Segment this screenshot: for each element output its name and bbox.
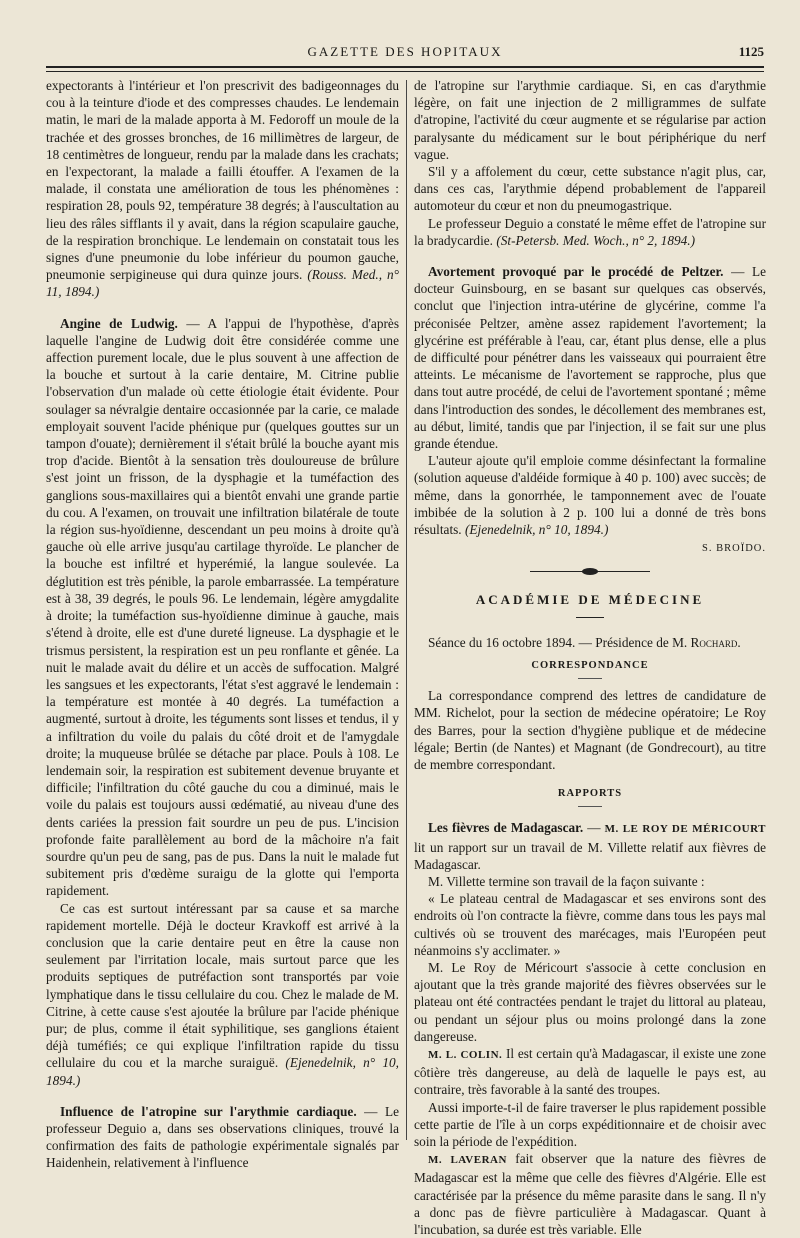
paragraph	[414, 959, 766, 1045]
paragraph	[414, 215, 766, 249]
speaker-name: M. L. COLIN.	[428, 1048, 503, 1061]
page-header	[46, 44, 764, 64]
paragraph	[414, 163, 766, 215]
paragraph	[46, 900, 399, 1089]
source-citation: (Ejenedelnik, n° 10, 1894.)	[464, 522, 609, 538]
paragraph	[414, 873, 766, 890]
paragraph-text: Ce cas est surtout intéressant par sa cause et sa marche rapidement mortelle. Déjà le docteur Kravkoff est arrivé à la conclusion que la carie dentaire peut en être la cause non seulement par l'irritation locale, mais surtout parce que les produits septiques de putréfaction sont transportés par voie lymphatique dans le tissu cellulaire du cou. Chez le malade de M. Citrine, à cette cause s'est ajoutée la brûlure par l'acide phénique pur; de plus, comme il était syphilitique, ses ganglions étaient déjà tuméfiés; ce qui explique l'infiltration rapide du tissu cellulaire du cou et la marche suraiguë.	[46, 900, 399, 1071]
paragraph-text: Il est certain qu'à Madagascar, il existe une zone côtière très dangereuse, au delà de laquelle le pays est, au contraire, très favorable à la santé des troupes.	[414, 1045, 766, 1098]
subsection-rule	[578, 806, 602, 807]
left-column	[46, 77, 399, 1171]
section-title: ACADÉMIE DE MÉDECINE	[475, 592, 705, 608]
paragraph	[414, 890, 766, 959]
subsection-heading: RAPPORTS	[557, 788, 623, 800]
right-column	[414, 77, 766, 1237]
journal-title: GAZETTE DES HOPITAUX	[307, 44, 503, 59]
paragraph-text: fait observer que la nature des fièvres de Madagascar est la même que celle des fièvres d'Algérie. Elle est caractérisée par la présence du même parasite dans le sang. Il n'y a donc pas de fièvre particulière à Madagascar. Quant à l'incubation, sa durée est très variable. Elle	[414, 1151, 766, 1237]
paragraph-text: L'auteur ajoute qu'il emploie comme désinfectant la formaline (solution aqueuse d'aldéide formique à 40 p. 100) avec succès; de même, dans la gonorrhée, le tamponnement avec de l'ouate imbibée de la solution à 2 p. 100 lui a donné de très bons résultats.	[414, 453, 766, 538]
paragraph	[414, 1150, 766, 1238]
column-divider	[406, 80, 407, 1140]
paragraph-text: lit un rapport sur un travail de M. Villette relatif aux fièvres de Madagascar.	[414, 839, 766, 872]
paragraph-text: Le professeur Deguio a constaté le même effet de l'atropine sur la bradycardie.	[414, 215, 766, 248]
section-rule	[576, 617, 604, 618]
author-signature: S. BROÏDO.	[702, 543, 766, 555]
article-title: Avortement provoqué par le procédé de Peltzer.	[428, 264, 724, 280]
ornament-dot	[582, 568, 598, 575]
paragraph-text: M. Le Roy de Méricourt s'associe à cette conclusion en ajoutant que la très grande majorité des fièvres observées sur le plateau ont été contractées pendant le trajet du littoral au plateau, ou pendant un séjour plus ou moins prolongé dans la zone dangereuse.	[414, 959, 766, 1044]
article-angine	[46, 315, 399, 900]
article-title: Angine de Ludwig.	[60, 315, 178, 331]
paragraph-text: — Le docteur Guinsbourg, en se basant sur quelques cas observés, conclut que l'injection intra-utérine de glycérine, comme l'a préconisée Peltzer, amène assez rapidement l'avortement; la glycérine est préférable à l'eau, car, étant plus dense, elle a plus de difficulté pour pénétrer dans les vaisseaux qui pourraient être atteints. Le mécanisme de l'avortement se rapproche, plus que dans tout autre procédé, de celui de l'avortement spontané ; même dans l'introduction des sondes, le décollement des membranes est, au début, limité, tandis que par l'injection, il se fait sur une plus grande étendue.	[414, 264, 766, 452]
session-text: Séance du 16 octobre 1894. — Présidence de M.	[428, 634, 691, 650]
subsection-heading: CORRESPONDANCE	[531, 659, 649, 671]
paragraph	[414, 77, 766, 163]
dash: —	[583, 820, 605, 836]
session-line	[414, 634, 766, 651]
source-citation: (St-Petersb. Med. Woch., n° 2, 1894.)	[496, 232, 696, 248]
paragraph	[414, 452, 766, 538]
paragraph	[414, 687, 766, 773]
speaker-name: M. LAVERAN	[428, 1154, 507, 1167]
paragraph-text: M. Villette termine son travail de la façon suivante :	[428, 873, 705, 889]
paragraph-text: — A l'appui de l'hypothèse, d'après laquelle l'angine de Ludwig doit être considérée comme une affection purement locale, due le plus souvent à une affection de la bouche et surtout à la carie dentaire, M. Citrine publie l'observation d'un malade où cette étiologie était évidente. Pour soulager sa névralgie dentaire occasionnée par la carie, ce malade employait souvent l'acide phénique pur (quelques gouttes sur un tampon d'ouate); dernièrement il s'était brûlé la bouche ayant mis trop d'acide. Bientôt à la sensation très douloureuse de brûlure s'est joint un frisson, de la dysphagie et la tuméfaction des ganglions sous-maxillaires qui a bientôt envahi une grande partie du cou. A l'examen, on trouvait une infiltration bilatérale de toute la région sus-hyoïdienne, descendant un peu moins à droite qu'à gauche où elle arrive jusqu'au cartilage thyroïde. Le plancher de la bouche est infiltré et hyperémié, la langue soulevée. La déglutition est très pénible, la parole embarrassée. La température est à 38, 39 degrés, le pouls 96. Le lendemain, légère amygdalite à droite; la tuméfaction sus-hyoïdienne diminue à gauche, mais s'étend à droite, elle est d'une dureté ligneuse. La dysphagie et le trismus persistent, la respiration est un peu ronflante et gênée. La nuit le malade avait du délire et un accès de suffocation. Malgré les sangsues et les expectorants, l'état s'est aggravé le lendemain : la température est montée à 40 degrés. La tuméfaction a augmenté, surtout à droite, les téguments sont lisses et tendus, il y a infiltration du voile du palais du côté droit et de l'amygdale droite; la muqueuse brûlée se détache par place. Pouls à 108. Le lendemain soir, la respiration est subitement devenue bruyante et difficile; l'infiltration du côté gauche du cou a diminué, mais le voile du palais est toujours aussi œdématié, au niveau d'une des dents cariées la pression fait sourdre un peu de pus. L'incision profonde faite parallèlement au bord de la mâchoire n'a fait sourdre qu'un peu de sang, pas de pus. Dans la nuit le malade fut subitement pris d'œdème suraigu de la glotte qui l'emporta rapidement.	[46, 315, 399, 899]
ornament-divider	[530, 569, 650, 575]
source-citation: (Rouss. Med., n° 11, 1894.)	[46, 267, 399, 300]
paragraph-text: — Le professeur Deguio a, dans ses observations cliniques, trouvé la confirmation des faits de pathologie expérimentale signalés par Haidenhein, relativement à l'influence	[46, 1103, 399, 1171]
paragraph	[46, 77, 399, 301]
paragraph-text: La correspondance comprend des lettres de candidature de MM. Richelot, pour la section de médecine opératoire; Le Roy des Barres, pour la section d'hygiène publique et de médecine légale; Bertin (de Nantes) et Magnant (de Gondrecourt), au titre de membre correspondant.	[414, 688, 766, 772]
paragraph-text: de l'atropine sur l'arythmie cardiaque. Si, en cas d'arythmie légère, on fait une injection de 2 milligrammes de sulfate d'atropine, l'activité du cœur augmente et se régularise par action paralysante du médicament sur le bout périphérique du nerf vague.	[414, 78, 766, 162]
article-fievres	[414, 819, 766, 873]
page-number: 1125	[738, 44, 764, 59]
source-citation: (Ejenedelnik, n° 10, 1894.)	[46, 1055, 399, 1088]
subsection-rule	[578, 678, 602, 679]
paragraph	[414, 1099, 766, 1151]
paragraph-text: « Le plateau central de Madagascar et ses environs sont des endroits où l'on contracte la fièvre, comme dans tous les pays mal cultivés où se trouvent des marécages, mais l'Européen peut néanmoins s'y acclimater. »	[414, 891, 766, 958]
paragraph-text: Aussi importe-t-il de faire traverser le plus rapidement possible cette partie de l'île à un corps expéditionnaire et de choisir avec soin la période de l'expédition.	[414, 1099, 766, 1149]
article-avortement	[414, 263, 766, 452]
president-name: Rochard.	[690, 634, 741, 650]
speaker-name: M. LE ROY DE MÉRICOURT	[604, 823, 766, 836]
paragraph-text: expectorants à l'intérieur et l'on prescrivit des badigeonnages du cou à la teinture d'iode et des compresses chaudes. Le lendemain matin, le mari de la malade apporta à M. Fedoroff un moule de la trachée et des grosses bronches, de 16 millimètres de largeur, de 18 centimètres de longueur, rendu par la malade dans les crachats; en l'expectorant, la malade a failli étouffer. A l'examen de la malade, il constata une amélioration de tous les phénomènes : respiration 28, pouls 92, température 38 degrés; à l'auscultation au lieu des râles sifflants il y avait, dans la région scapulaire gauche, de la respiration bronchique. Le lendemain on constatait tous les signes d'une pneumonie du lobe inférieur du poumon gauche, pneumonie serpigineuse qui dura quinze jours.	[46, 78, 399, 283]
article-atropine	[46, 1103, 399, 1172]
header-rule-thin	[46, 71, 764, 72]
article-title: Influence de l'atropine sur l'arythmie cardiaque.	[60, 1103, 357, 1119]
article-title: Les fièvres de Madagascar.	[428, 820, 584, 836]
paragraph-text: S'il y a affolement du cœur, cette substance n'agit plus, car, dans ces cas, l'arythmie dépend probablement de l'appareil automoteur du cœur et non du pneumogastrique.	[414, 164, 766, 214]
paragraph	[414, 1045, 766, 1099]
header-rule-thick	[46, 66, 764, 68]
